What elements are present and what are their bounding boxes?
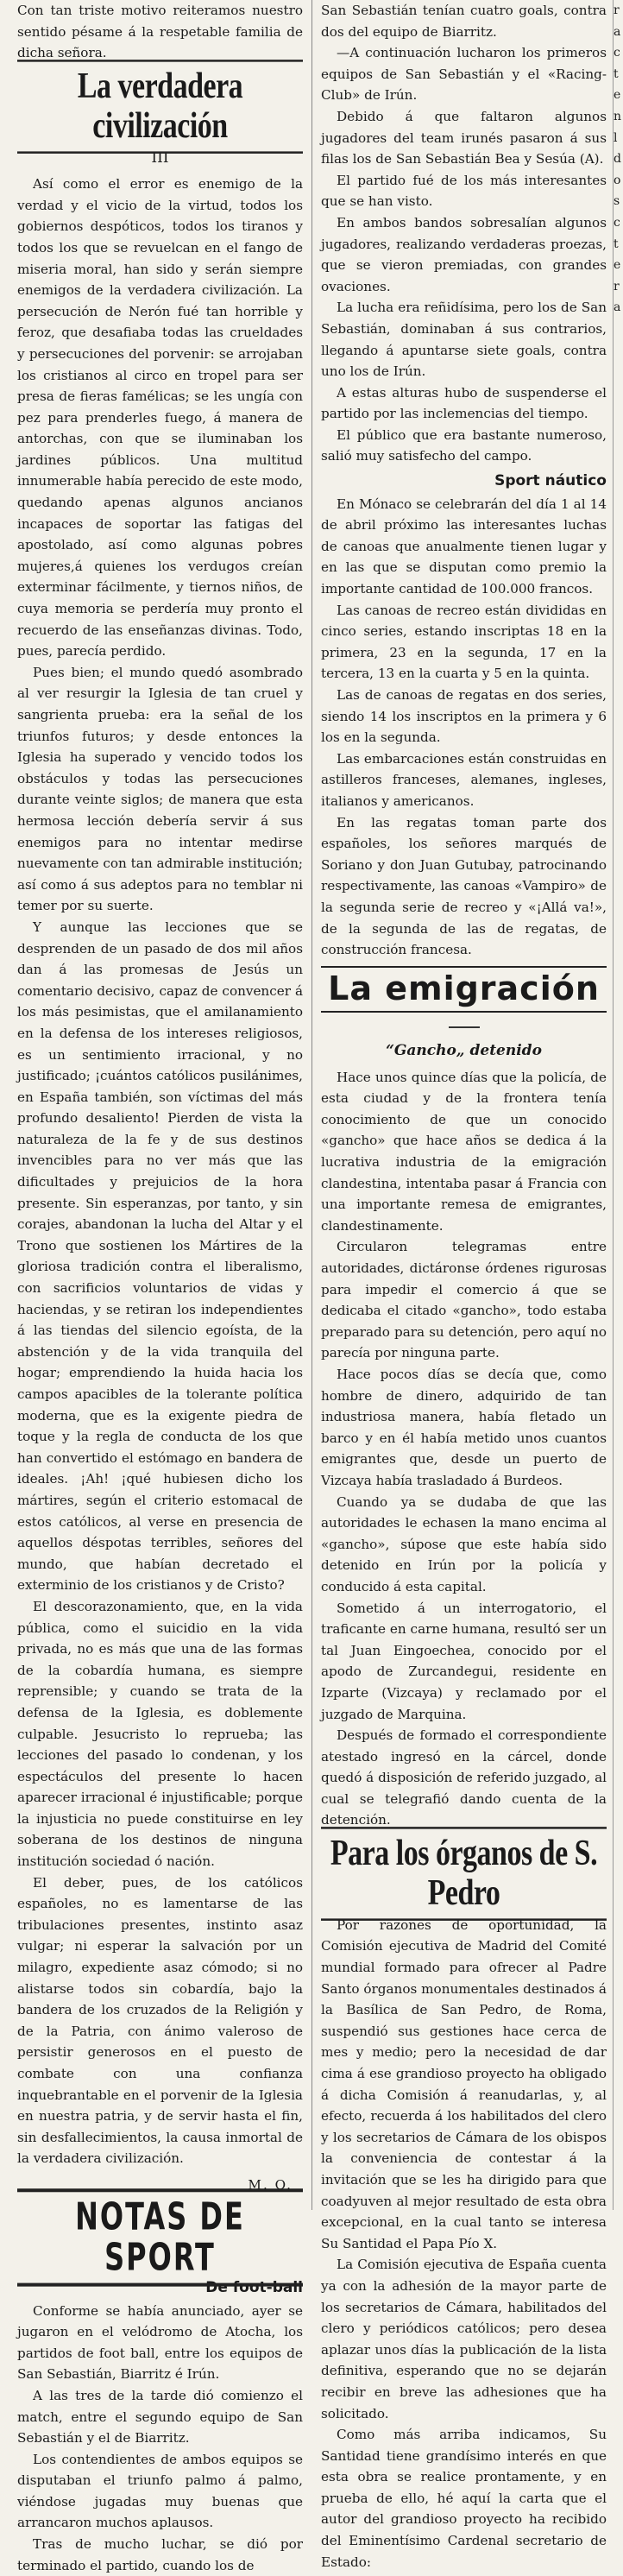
paragraph: Las de canoas de regatas en dos series, siendo 14 los inscriptos en la primera y 6 los en la segunda. (321, 687, 607, 746)
article-subtitle-numeral: III (151, 148, 169, 167)
article-body-civilizacion (17, 174, 303, 2169)
paragraph: En las regatas toman parte dos españoles, los señores marqués de Soriano y don Juan Gutubay, patrocinando respectivamente, las canoas «Vampiro» de la segunda serie de recreo y «¡Allá va!», de la segunda de las de regatas, de construcción francesa. (321, 814, 607, 958)
paragraph: En ambos bandos sobresalían algunos jugadores, realizando verdaderas proezas, que se vieron premiadas, con grandes ovaciones. (321, 214, 607, 294)
intro-paragraph: Con tan triste motivo reiteramos nuestro sentido pésame á la respetable familia de dicha señora. (17, 3, 303, 61)
paragraph: A estas alturas hubo de suspenderse el partido por las inclemencias del tiempo. (321, 384, 607, 422)
paragraph: Conforme se había anunciado, ayer se jugaron en el velódromo de Atocha, los partidos de foot ball, entre los equipos de San Sebastián, Biarritz é Irún. (17, 2302, 303, 2383)
paragraph: Cuando ya se dudaba de que las autoridades le echasen la mano encima al «gancho», súpose que este había sido detenido en Irún por la policía y conducido á esta capital. (321, 1493, 607, 1594)
article-subtitle-gancho: “Gancho„ detenido (386, 1042, 542, 1060)
paragraph: —A continuación lucharon los primeros equipos de San Sebastián y el «Racing-Club» de Irún. (321, 45, 607, 104)
edge-fragment: e (614, 88, 621, 103)
paragraph: Por razones de oportunidad, la Comisión ejecutiva de Madrid del Comité mundial formado para ofrecer al Padre Santo órganos monumentales destinados á la Basílica de San Pedro, de Roma, suspendió sus gestiones hace cerca de mes y medio; pero la necesidad de dar cima á ese grandioso proyecto ha obligado á dicha Comisión á reanudarlas, y, al efecto, recuerda á los habilitados del clero y los secretarios de Cámara de los obispos la conveniencia de contestar á la invitación que se les ha dirigido para que coadyuven al mejor resultado de esta obra excepcional, en la cual tanto se interesa Su Santidad el Papa Pío X. (321, 1916, 607, 2251)
paragraph: Y aunque las lecciones que se desprenden de un pasado de dos mil años dan á las promesas de Jesús un comentario decisivo, capaz de convencer á los más pesimistas, que el amilanamiento en la defensa de los intereses religiosos, es un sentimiento irracional, y no justificado; ¡cuántos católicos pusilánimes, en España también, son víctimas del más profundo desaliento! Pierden de vista la naturaleza de la fe y de sus destinos invencibles para no ver más que las dificultades y prejuicios de la hora presente. Sin esperanzas, por tanto, y sin corajes, abandonan la lucha del Altar y el Trono que sostienen los Mártires de la gloriosa tradición contra el liberalismo, con sacrificios voluntarios de vidas y haciendas, y se retiran los independientes á las tiendas del silencio egoísta, de la abstención y de la vida tranquila del hogar; emprendiendo la huida hacia los campos apacibles de la tolerante política moderna, que es la exigente piedra de toque y la regla de conducta de los que han convertido el estómago en bandera de ideales. ¡Ah! ¡qué hubiesen dicho los mártires, según el criterio estomacal de estos católicos, al verse en presencia de aquellos déspotas terribles, señores del mundo, que habían decretado el exterminio de los cristianos y de Cristo? (17, 919, 303, 1594)
section-title-sport: NOTAS DE SPORT (17, 2188, 303, 2287)
paragraph: Como más arriba indicamos, Su Santidad tiene grandísimo interés en que esta obra se realice prontamente, y en prueba de ello, hé aquí la carta que el autor del grandioso proyecto ha recibido del Eminentísimo Cardenal secretario de Estado: (321, 2427, 607, 2570)
edge-fragment: a (614, 24, 621, 39)
edge-fragment: r (614, 279, 620, 294)
decorative-rule (321, 1016, 607, 1038)
article-title-organos: Para los órganos de S. Pedro (321, 1827, 607, 1920)
paragraph: Circularon telegramas entre autoridades, dictáronse órdenes rigurosas para impedir el comercio á que se dedicaba el citado «gancho», todo estaba preparado para su detención, pero aquí no parecía por ninguna parte. (321, 1239, 607, 1361)
edge-fragment: t (614, 237, 619, 251)
paragraph: Hace unos quince días que la policía, de esta ciudad y de la frontera tenía conocimiento de que un conocido «gancho» que hace años se dedica á la lucrativa industria de la emigración clandestina, intentaba pasar á Francia con una importante remesa de emigrantes, clandestinamente. (321, 1069, 607, 1234)
paragraph: La Comisión ejecutiva de España cuenta ya con la adhesión de la mayor parte de los secretarios de Cámara, habilitados del clero y periódicos católicos; pero desea aplazar unos días la publicación de la lista definitiva, esperando que no se dejarán recibir en breve las adhesiones que ha solicitado. (321, 2257, 607, 2421)
paragraph: La lucha era reñidísima, pero los de San Sebastián, dominaban á sus contrarios, llegando á apuntarse siete goals, contra uno los de Irún. (321, 300, 607, 380)
edge-fragment: t (614, 66, 619, 81)
edge-fragment: e (614, 258, 621, 273)
paragraph: Las embarcaciones están construidas en astilleros franceses, alemanes, ingleses, italianos y americanos. (321, 750, 607, 809)
paragraph: En Mónaco se celebrarán del día 1 al 14 de abril próximo las interesantes luchas de canoas que anualmente tienen lugar y en las que se disputan como premio la importante cantidad de 100.000 francos. (321, 496, 607, 597)
paragraph: Hace pocos días se decía que, como hombre de dinero, adquirido de tan industriosa manera, había fletado un barco y en él había metido unos cuantos emigrantes que, desde un puerto de Vizcaya había trasladado á Burdeos. (321, 1367, 607, 1488)
article-title-civilizacion: La verdadera civilización (17, 60, 303, 153)
edge-fragment: c (614, 46, 620, 60)
paragraph: Después de formado el correspondiente atestado ingresó en la cárcel, donde quedó á disposición de referido juzgado, al cual se telegrafió dando cuenta de la detención. (321, 1727, 607, 1828)
article-body-nautico (321, 494, 607, 961)
subsection-title-nautico: Sport náutico (494, 472, 607, 490)
article-body-football (17, 2301, 303, 2576)
edge-fragment: d (614, 152, 621, 167)
paragraph: San Sebastián tenían cuatro goals, contra dos del equipo de Biarritz. (321, 3, 607, 40)
edge-fragment: n (614, 109, 622, 123)
cropped-adjacent-column (613, 0, 623, 2210)
paragraph: Debido á que faltaron algunos jugadores del team irunés pasaron á sus filas los de San Sebastián Bea y Sesúa (A). (321, 108, 607, 167)
paragraph: Tras de mucho luchar, se dió por terminado el partido, cuando los de (17, 2536, 303, 2573)
edge-fragment: r (614, 3, 620, 17)
paragraph: El público que era bastante numeroso, salió muy satisfecho del campo. (321, 426, 607, 464)
article-signature: M. O. (248, 2176, 293, 2193)
paragraph: Así como el error es enemigo de la verdad y el vicio de la virtud, todos los gobiernos despóticos, todos los tiranos y todos los que se revuelcan en el fango de miseria moral, han sido y serán siempre enemigos de la verdadera civilización. La persecución de Nerón fué tan horrible y feroz, que desafiaba todas las crueldades y persecuciones del porvenir: se arrojaban los cristianos al circo en tropel para ser presa de fieras famélicas; se les ungía con pez para prenderles fuego, á manera de antorchas, con que se iluminaban los jardines públicos. Una multitud innumerable había perecido de este modo, quedando apenas algunos ancianos incapaces de soportar las fatigas del apostolado, así como algunas pobres mujeres,á quienes los verdugos creían exterminar fácilmente, y tiernos niños, de cuya memoria se perdería muy pronto el recuerdo de las enseñanzas divinas. Todo, pues, parecía perdido. (17, 176, 303, 660)
article-body-organos (321, 1915, 607, 2573)
edge-fragment: o (614, 173, 621, 187)
article-title-emigracion: La emigración (321, 966, 607, 1013)
paragraph: El partido fué de los más interesantes que se han visto. (321, 172, 607, 210)
paragraph: Los contendientes de ambos equipos se disputaban el triunfo palmo á palmo, viéndose jugadas muy buenas que arrancaron muchos aplausos. (17, 2451, 303, 2531)
paragraph: El deber, pues, de los católicos españoles, no es lamentarse de las tribulaciones presentes, instinto asaz vulgar; ni esperar la salvación por un milagro, expediente asaz cómodo; si no alistarse todos sin cobardía, bajo la bandera de los cruzados de la Religión y de la Patria, con ánimo valeroso de persistir generosos en el puesto de combate con una confianza inquebrantable en el porvenir de la Iglesia en nuestra patria, y de servir hasta el fin, sin desfallecimientos, la causa inmortal de la verdadera civilización. (17, 1874, 303, 2167)
paragraph: Pues bien; el mundo quedó asombrado al ver resurgir la Iglesia de tan cruel y sangrienta prueba: era la señal de los triunfos futuros; y desde entonces la Iglesia ha superado y vencido todos los obstáculos y todas las persecuciones durante veinte siglos; de manera que esta hermosa lección debería servir á sus enemigos para no intentar medirse nuevamente con tan admirable institución; así como á sus adeptos para no temblar ni temer por su suerte. (17, 664, 303, 914)
edge-fragment: a (614, 300, 621, 315)
paragraph: Sometido á un interrogatorio, el traficante en carne humana, resultó ser un tal Juan Eingoechea, conocido por el apodo de Zurcandegui, residente en Izparte (Vizcaya) y reclamado por el juzgado de Marquina. (321, 1600, 607, 1722)
paragraph: Las canoas de recreo están divididas en cinco series, estando inscriptas 18 en la primera, 23 en la segunda, 17 en la tercera, 13 en la cuarta y 5 en la quinta. (321, 602, 607, 682)
left-column (17, 0, 303, 2573)
paragraph: A las tres de la tarde dió comienzo el match, entre el segundo equipo de San Sebastián y el de Biarritz. (17, 2387, 303, 2447)
edge-fragment: l (614, 130, 618, 145)
article-body-football-continued (321, 0, 607, 467)
edge-fragment: s (614, 194, 620, 209)
article-body-emigracion (321, 1067, 607, 1831)
paragraph: El descorazonamiento, que, en la vida pública, como el suicidio en la vida privada, no es más que una de las formas de la cobardía humana, es siempre reprensible; y cuando se trata de la defensa de la Iglesia, es doblemente culpable. Jesucristo lo reprueba; las lecciones del pasado lo condenan, y los espectáculos del presente lo hacen aparecer irracional é injustificable; porque la injusticia no puede constituirse en ley soberana de los destinos de ninguna institución sociedad ó nación. (17, 1598, 303, 1870)
edge-fragment: c (614, 215, 620, 230)
subsection-title-football: De foot-ball (205, 2278, 303, 2296)
right-column (321, 0, 607, 2570)
